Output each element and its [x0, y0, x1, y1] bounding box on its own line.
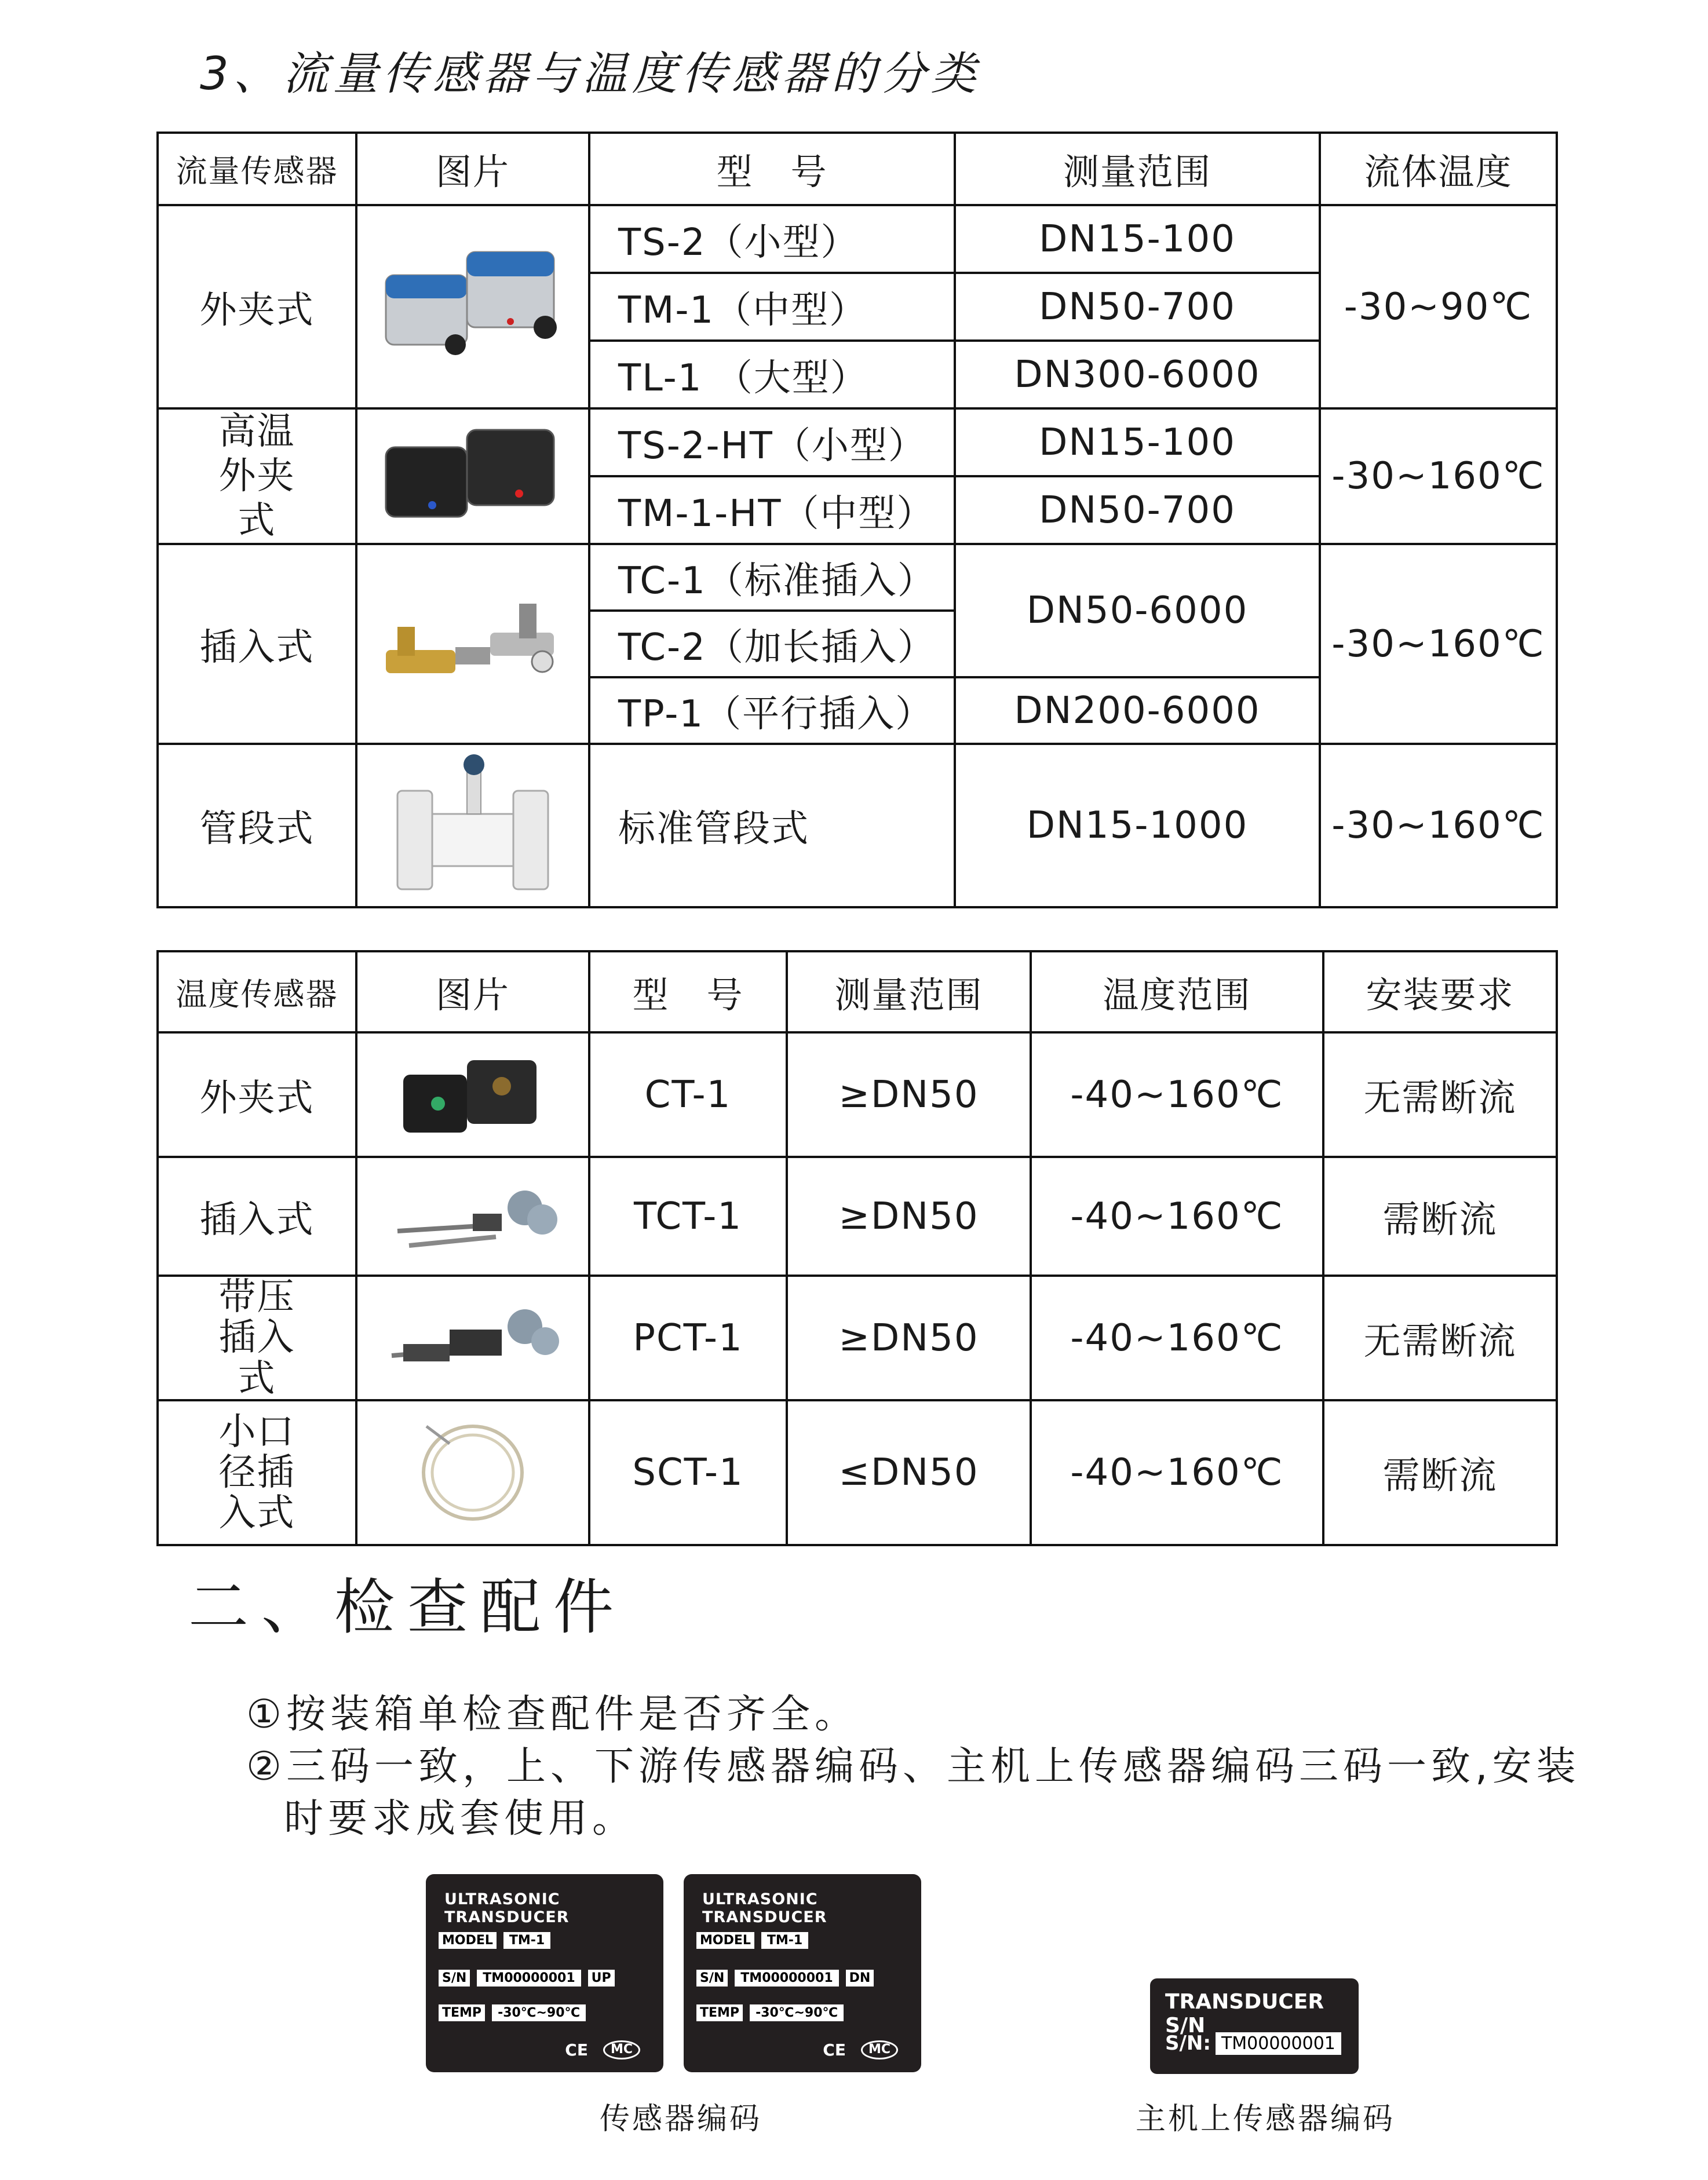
insertion-transducers-image	[356, 544, 589, 744]
black-hightemp-transducers-photo-icon	[380, 418, 565, 534]
flow-range-tm1: DN50-700	[955, 273, 1320, 341]
temp-model: PCT-1	[589, 1276, 787, 1400]
temp-sensor-table	[156, 950, 1558, 1546]
label-model-row	[439, 1932, 550, 1949]
temp-header-type: 温度传感器	[158, 951, 356, 1032]
temp-req: 无需断流	[1323, 1032, 1557, 1157]
temp-temp: -40~160℃	[1031, 1400, 1323, 1545]
flow-range-tm1ht: DN50-700	[955, 476, 1320, 544]
label-sn-value: TM00000001	[735, 1970, 838, 1987]
host-label-sn-key: S/N:	[1165, 2032, 1211, 2055]
label-marks	[565, 2040, 640, 2060]
host-label-sn-row	[1165, 2032, 1341, 2055]
label-model-key: MODEL	[696, 1932, 754, 1949]
flow-model-tm1ht: TM-1-HT（中型）	[589, 476, 955, 544]
temp-header-req: 安装要求	[1323, 951, 1557, 1032]
label-temp-row	[696, 2004, 844, 2021]
small-bore-temp-sensor-photo-icon	[409, 1415, 537, 1531]
flow-model-ts2: TS-2（小型）	[589, 205, 955, 273]
section-2-title: 二、检查配件	[188, 1572, 627, 1642]
flow-model-tc1: TC-1（标准插入）	[589, 544, 955, 611]
temp-range: ≥DN50	[787, 1276, 1031, 1400]
note-2: ②三码一致，上、下游传感器编码、主机上传感器编码三码一致,安装	[246, 1744, 1581, 1790]
host-label-sn-value: TM00000001	[1216, 2032, 1341, 2055]
label-temp-value: -30℃~90℃	[492, 2004, 586, 2021]
flow-model-tc2: TC-2（加长插入）	[589, 611, 955, 677]
sensor-code-caption: 传感器编码	[600, 2102, 762, 2137]
temp-range: ≥DN50	[787, 1157, 1031, 1276]
flow-model-ts2ht: TS-2-HT（小型）	[589, 408, 955, 476]
transducer-label-up	[426, 1874, 663, 2072]
flow-temp-insert: -30~160℃	[1320, 544, 1557, 744]
label-model-row	[696, 1932, 808, 1949]
mc-mark-icon: MC	[861, 2040, 898, 2060]
flow-header-image: 图片	[356, 133, 589, 205]
temp-header-model: 型 号	[589, 951, 787, 1032]
label-sn-key: S/N	[696, 1970, 728, 1987]
flow-range-tp1: DN200-6000	[955, 677, 1320, 744]
label-sn-row	[696, 1970, 874, 1987]
flow-type-clamp: 外夹式	[158, 205, 356, 408]
temp-temp: -40~160℃	[1031, 1157, 1323, 1276]
host-label-title: TRANSDUCER S/N	[1165, 1990, 1324, 2037]
host-code-caption: 主机上传感器编码	[1136, 2102, 1396, 2137]
label-model-value: TM-1	[761, 1932, 808, 1949]
temp-req: 需断流	[1323, 1400, 1557, 1545]
flow-range-tl1: DN300-6000	[955, 341, 1320, 408]
note-1: ①按装箱单检查配件是否齐全。	[246, 1692, 859, 1737]
flow-range-ts2: DN15-100	[955, 205, 1320, 273]
ce-mark-icon: CE	[565, 2040, 588, 2060]
label-temp-key: TEMP	[696, 2004, 743, 2021]
insert-temp-sensor-image	[356, 1157, 589, 1276]
temp-req: 无需断流	[1323, 1276, 1557, 1400]
temp-header-temp: 温度范围	[1031, 951, 1323, 1032]
table-row	[158, 1276, 1557, 1400]
label-direction: DN	[846, 1970, 874, 1987]
temp-type: 带压插入式	[218, 1276, 295, 1400]
temp-type-cell	[158, 1400, 356, 1545]
label-marks	[823, 2040, 898, 2060]
flow-temp-pipe: -30~160℃	[1320, 744, 1557, 907]
insertion-transducers-photo-icon	[374, 586, 571, 702]
host-transducer-label	[1150, 1978, 1359, 2074]
label-temp-key: TEMP	[439, 2004, 485, 2021]
label-title: ULTRASONIC TRANSDUCER	[702, 1890, 827, 1926]
clamp-transducers-image	[356, 205, 589, 408]
pressure-insert-temp-sensor-image	[356, 1276, 589, 1400]
label-title: ULTRASONIC TRANSDUCER	[444, 1890, 570, 1926]
table-row	[158, 1400, 1557, 1545]
pipe-section-photo-icon	[386, 750, 560, 901]
flow-range-pipe: DN15-1000	[955, 744, 1320, 907]
flow-model-pipe: 标准管段式	[589, 744, 955, 907]
temp-range: ≤DN50	[787, 1400, 1031, 1545]
flow-temp-hightemp: -30~160℃	[1320, 408, 1557, 544]
hightemp-transducers-image	[356, 408, 589, 544]
pressure-insert-temp-sensor-photo-icon	[380, 1301, 565, 1376]
flow-temp-clamp: -30~90℃	[1320, 205, 1557, 408]
flow-model-tm1: TM-1（中型）	[589, 273, 955, 341]
flow-type-pipe: 管段式	[158, 744, 356, 907]
flow-model-tp1: TP-1（平行插入）	[589, 677, 955, 744]
temp-type-cell	[158, 1276, 356, 1400]
temp-temp: -40~160℃	[1031, 1276, 1323, 1400]
temp-type: 小口径插入式	[218, 1410, 295, 1535]
flow-range-tc: DN50-6000	[955, 544, 1320, 677]
small-bore-temp-sensor-image	[356, 1400, 589, 1545]
flow-header-type: 流量传感器	[158, 133, 356, 205]
temp-type: 插入式	[158, 1157, 356, 1276]
label-sn-key: S/N	[439, 1970, 470, 1987]
flow-range-ts2ht: DN15-100	[955, 408, 1320, 476]
temp-model: TCT-1	[589, 1157, 787, 1276]
pipe-section-image	[356, 744, 589, 907]
section-3-title: 3、流量传感器与温度传感器的分类	[200, 48, 981, 100]
flow-header-model: 型 号	[589, 133, 955, 205]
transducer-label-dn	[684, 1874, 921, 2072]
note-2-continued: 时要求成套使用。	[284, 1796, 637, 1842]
flow-type-hightemp	[158, 408, 356, 544]
insert-temp-sensor-photo-icon	[386, 1179, 560, 1254]
clamp-temp-sensor-image	[356, 1032, 589, 1157]
temp-header-range: 测量范围	[787, 951, 1031, 1032]
clamp-temp-sensor-photo-icon	[397, 1051, 548, 1138]
label-model-value: TM-1	[503, 1932, 550, 1949]
flow-type-insert: 插入式	[158, 544, 356, 744]
flow-header-temp: 流体温度	[1320, 133, 1557, 205]
temp-model: SCT-1	[589, 1400, 787, 1545]
flow-sensor-table	[156, 132, 1558, 908]
ce-mark-icon: CE	[823, 2040, 846, 2060]
table-row	[158, 1157, 1557, 1276]
label-temp-row	[439, 2004, 586, 2021]
flow-type-hightemp-text: 高温外夹式	[218, 410, 295, 542]
table-row	[158, 1032, 1557, 1157]
temp-model: CT-1	[589, 1032, 787, 1157]
mc-mark-icon: MC	[603, 2040, 640, 2060]
temp-range: ≥DN50	[787, 1032, 1031, 1157]
label-sn-value: TM00000001	[477, 1970, 581, 1987]
temp-req: 需断流	[1323, 1157, 1557, 1276]
label-temp-value: -30℃~90℃	[750, 2004, 844, 2021]
temp-header-image: 图片	[356, 951, 589, 1032]
flow-header-range: 测量范围	[955, 133, 1320, 205]
temp-type: 外夹式	[158, 1032, 356, 1157]
label-model-key: MODEL	[439, 1932, 497, 1949]
blue-clamp-transducers-photo-icon	[380, 240, 565, 374]
label-direction: UP	[588, 1970, 615, 1987]
label-sn-row	[439, 1970, 615, 1987]
temp-temp: -40~160℃	[1031, 1032, 1323, 1157]
flow-model-tl1: TL-1 （大型）	[589, 341, 955, 408]
